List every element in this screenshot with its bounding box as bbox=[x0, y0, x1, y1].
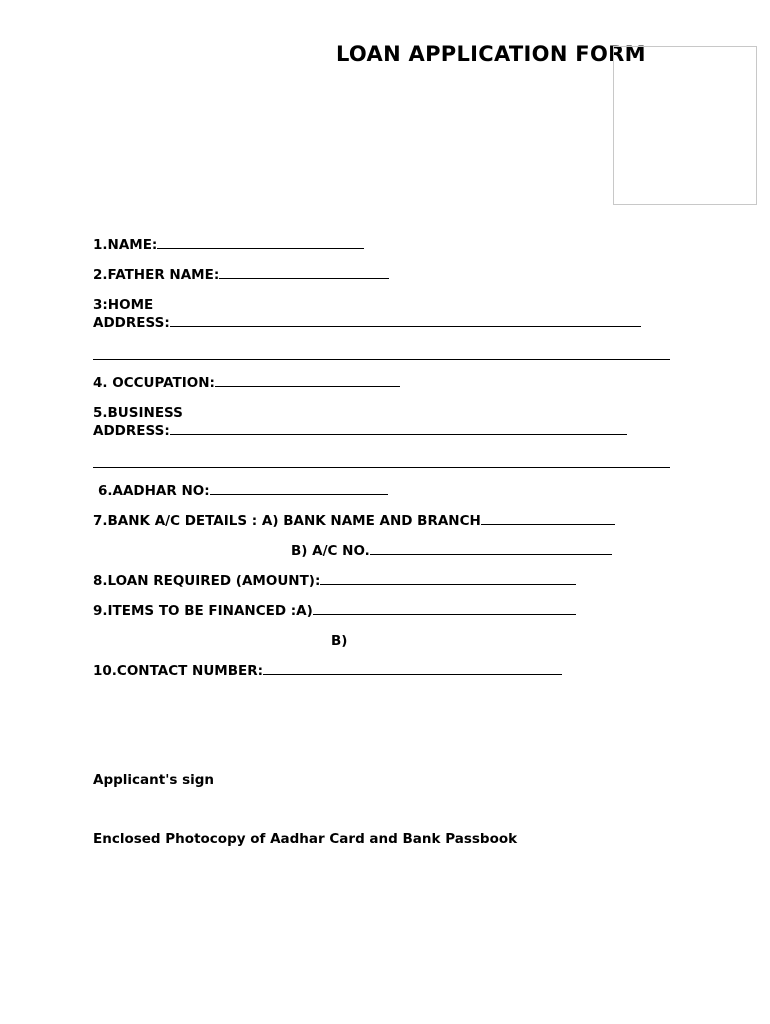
business-address-row bbox=[93, 422, 627, 440]
contact-number-label: 10.CONTACT NUMBER: bbox=[93, 663, 264, 679]
aadhar-label: 6.AADHAR NO: bbox=[98, 483, 210, 499]
contact-number-row bbox=[93, 662, 562, 680]
items-financed-row bbox=[93, 602, 576, 620]
home-address-label: ADDRESS: bbox=[93, 315, 170, 331]
father-name-blank[interactable] bbox=[219, 266, 389, 279]
father-name-row bbox=[93, 266, 389, 284]
loan-required-row bbox=[93, 572, 576, 590]
applicant-sign-label: Applicant's sign bbox=[93, 772, 215, 788]
business-address-blank[interactable] bbox=[170, 422, 627, 435]
home-address-row bbox=[93, 314, 641, 332]
account-no-blank[interactable] bbox=[370, 542, 612, 555]
occupation-blank[interactable] bbox=[215, 374, 400, 387]
loan-required-blank[interactable] bbox=[320, 572, 576, 585]
name-row bbox=[93, 236, 364, 254]
home-address-continuation-row bbox=[93, 347, 670, 365]
bank-name-branch-blank[interactable] bbox=[481, 512, 615, 525]
name-label: 1.NAME: bbox=[93, 237, 158, 253]
account-no-row bbox=[291, 542, 612, 560]
account-no-label: B) A/C NO. bbox=[291, 543, 370, 559]
business-address-continuation-row bbox=[93, 455, 670, 473]
items-financed-label: 9.ITEMS TO BE FINANCED :A) bbox=[93, 603, 313, 619]
aadhar-blank[interactable] bbox=[210, 482, 388, 495]
business-address-label-line1: 5.BUSINESS bbox=[93, 405, 183, 421]
contact-number-blank[interactable] bbox=[263, 662, 562, 675]
items-financed-a-blank[interactable] bbox=[313, 602, 576, 615]
enclosed-documents-note: Enclosed Photocopy of Aadhar Card and Bank Passbook bbox=[93, 831, 518, 847]
aadhar-row bbox=[98, 482, 388, 500]
form-title: LOAN APPLICATION FORM bbox=[336, 42, 646, 66]
home-address-label-line1: 3:HOME bbox=[93, 297, 154, 313]
loan-required-label: 8.LOAN REQUIRED (AMOUNT): bbox=[93, 573, 321, 589]
father-name-label: 2.FATHER NAME: bbox=[93, 267, 220, 283]
business-address-label: ADDRESS: bbox=[93, 423, 170, 439]
home-address-continuation-blank[interactable] bbox=[93, 347, 670, 360]
home-address-blank[interactable] bbox=[170, 314, 641, 327]
items-financed-b-label: B) bbox=[331, 633, 348, 649]
bank-details-label: 7.BANK A/C DETAILS : A) BANK NAME AND BRANCH bbox=[93, 513, 481, 529]
business-address-continuation-blank[interactable] bbox=[93, 455, 670, 468]
occupation-row bbox=[93, 374, 400, 392]
name-blank[interactable] bbox=[157, 236, 364, 249]
occupation-label: 4. OCCUPATION: bbox=[93, 375, 215, 391]
photo-placeholder-box bbox=[613, 46, 757, 205]
bank-details-row bbox=[93, 512, 615, 530]
